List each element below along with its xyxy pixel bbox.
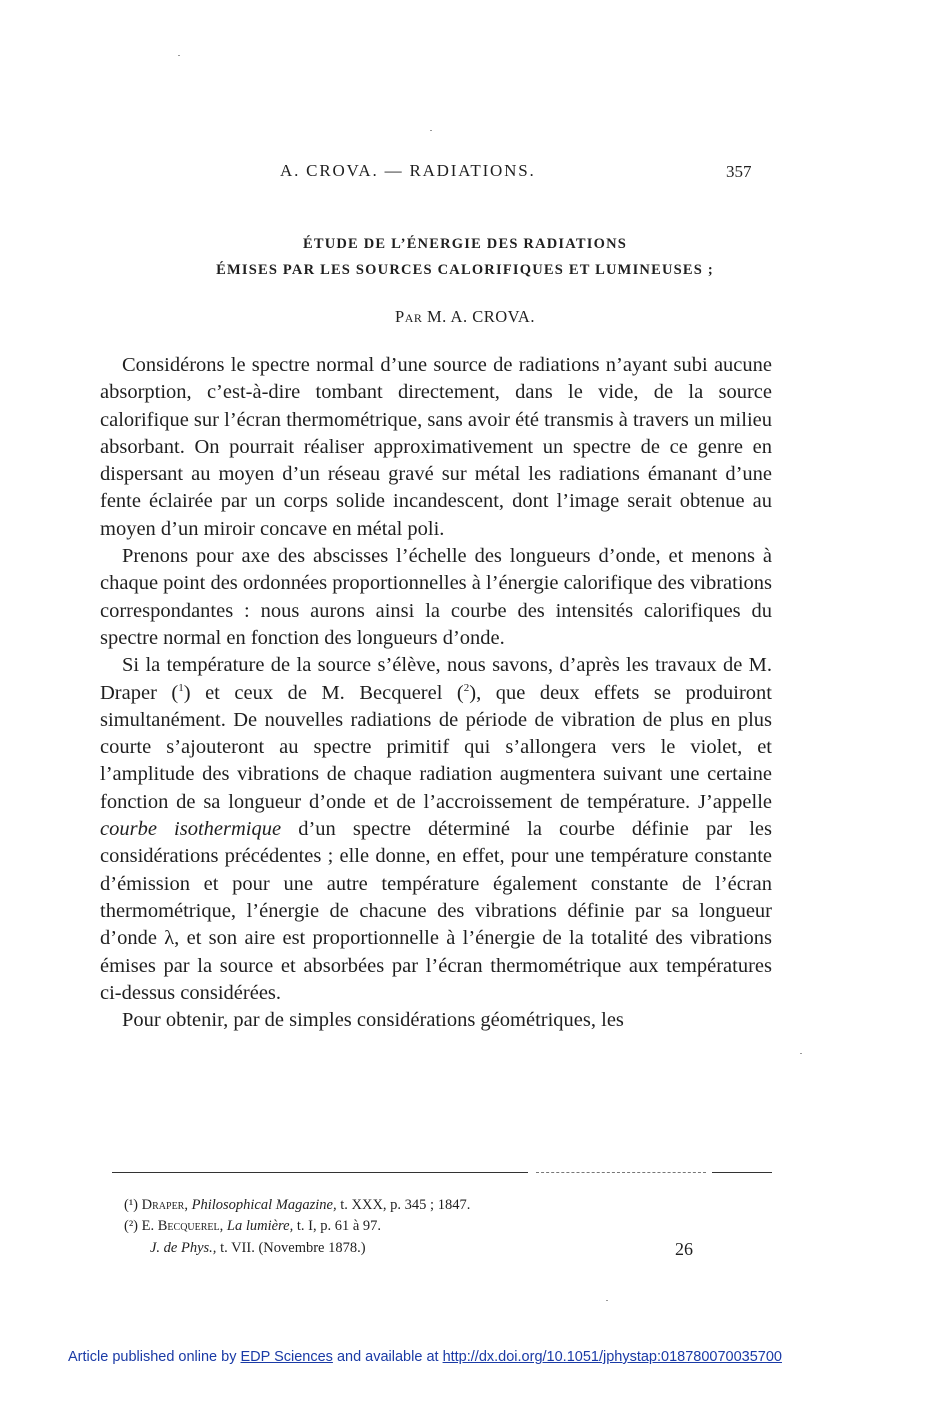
scan-speck bbox=[178, 55, 180, 56]
footnote-1-author: Draper, bbox=[141, 1197, 188, 1213]
byline bbox=[110, 307, 820, 327]
scan-speck bbox=[800, 1053, 802, 1054]
footnote-rule-dashed bbox=[536, 1172, 706, 1173]
paragraph-3-italic-term: courbe isothermique bbox=[100, 818, 282, 841]
footer-text-a: Article published online by bbox=[68, 1349, 237, 1365]
article-title-line-2: ÉMISES PAR LES SOURCES CALORIFIQUES ET LUMINEUSES ; bbox=[216, 262, 714, 278]
footnote-1-mark: (¹) bbox=[124, 1197, 139, 1213]
footnote-ref-2: 2 bbox=[463, 681, 470, 694]
page-number: 357 bbox=[726, 162, 752, 181]
scan-speck bbox=[606, 1300, 608, 1301]
edp-sciences-link[interactable]: EDP Sciences bbox=[240, 1349, 333, 1365]
publisher-footer bbox=[68, 1349, 782, 1365]
journal-name: J. de Phys., bbox=[150, 1240, 217, 1256]
byline-prefix: Par bbox=[395, 307, 423, 326]
paragraph-1: Considérons le spectre normal d’une source de radiations n’ayant subi aucune absorption, c’est-à-dire tombant directement, dans le vide, de la source calorifique sur l’écran thermométrique, sans avoir été transmis à travers un milieu absorbant. On pourrait réaliser approximativement un spectre de ce genre en dispersant au moyen d’un réseau gravé sur métal les radiations émanant d’une fente éclairée par un corps solide incandescent, dont l’image serait obtenue au moyen d’un miroir concave en métal poli. bbox=[100, 354, 772, 540]
paragraph-3-text-b: ) et ceux de M. Becquerel ( bbox=[183, 681, 464, 704]
footnote-1-rest: t. XXX, p. 345 ; 1847. bbox=[340, 1197, 471, 1213]
paragraph-2: Prenons pour axe des abscisses l’échelle des longueurs d’onde, et menons à chaque point des ordonnées proportionnelles à l’énergie calorifique des vibrations correspondantes : nous aurons ainsi la courbe des intensités calorifiques du spectre normal en fonction des longueurs d’onde. bbox=[100, 545, 772, 649]
article-body bbox=[100, 352, 772, 1034]
footnote-2-title: La lumière, bbox=[226, 1218, 294, 1234]
doi-link[interactable]: http://dx.doi.org/10.1051/jphystap:018780070035700 bbox=[442, 1349, 782, 1365]
footer-text-b: and available at bbox=[336, 1349, 439, 1365]
byline-author: M. A. CROVA. bbox=[427, 307, 535, 326]
article-title-line-1: ÉTUDE DE L’ÉNERGIE DES RADIATIONS bbox=[302, 236, 628, 252]
paragraph-3-text-d: d’un spectre déterminé la courbe définie par les considérations précédentes ; elle donne, en effet, pour une température constante d’émission et pour une autre température également constante de l’écran thermométrique, l’énergie de chacune des vibrations définie par sa longueur d’onde λ, et son aire est proportionnelle à l’énergie de la totalité des vibrations émises par la source et absorbées par l’écran thermométrique aux températures ci-dessus considérées. bbox=[100, 818, 772, 1004]
footnote-rule bbox=[112, 1172, 528, 1173]
paragraph-3-text-c: ), que deux effets se produiront simultanément. De nouvelles radiations de période de vibration de plus en plus courte s’ajouteront au spectre primitif qui s’allongera vers le violet, et l’amplitude des vibrations de chaque radiation augmentera suivant une certaine fonction de sa longueur d’onde et de l’accroissement de température. J’appelle bbox=[100, 681, 772, 813]
footnote-rule-end bbox=[712, 1172, 772, 1173]
journal-reference bbox=[150, 1240, 366, 1257]
running-title: A. CROVA. — RADIATIONS. bbox=[280, 161, 536, 180]
paragraph-3 bbox=[100, 652, 772, 1007]
footnote-1 bbox=[124, 1197, 470, 1214]
footnote-ref-1: 1 bbox=[178, 681, 184, 694]
footnote-2-rest: t. I, p. 61 à 97. bbox=[296, 1218, 382, 1234]
sheet-number: 26 bbox=[675, 1239, 693, 1259]
footnote-1-title: Philosophical Magazine, bbox=[191, 1197, 337, 1213]
footnote-2 bbox=[124, 1218, 381, 1235]
paragraph-4: Pour obtenir, par de simples considérations géométriques, les bbox=[122, 1009, 624, 1032]
journal-volume: t. VII. (Novembre 1878.) bbox=[220, 1240, 366, 1256]
paragraph-3-text-a: Si la température de la source s’élève, nous savons, d’après les travaux de M. Draper ( bbox=[100, 654, 772, 704]
footnote-2-author: E. Becquerel, bbox=[141, 1218, 224, 1234]
scan-speck bbox=[430, 130, 432, 131]
footnote-2-mark: (²) bbox=[124, 1218, 139, 1234]
